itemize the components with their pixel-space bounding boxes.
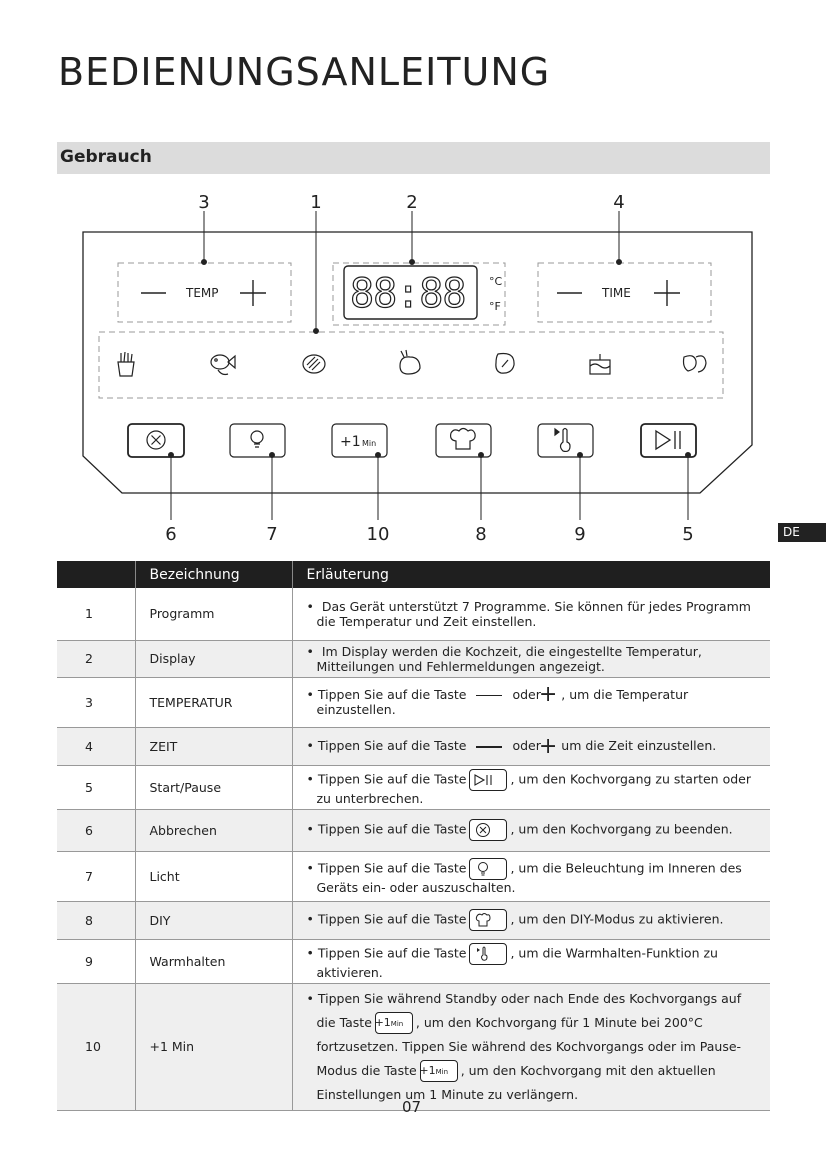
callout-bottom-10: 10 xyxy=(366,524,390,545)
row-description: • Tippen Sie auf die Taste , um die Warmhalten-Funktion zu aktivieren. xyxy=(292,939,770,983)
chicken-icon xyxy=(400,350,420,374)
row-name: Start/Pause xyxy=(135,765,292,809)
vegetable-icon xyxy=(496,353,514,373)
callout-bottom-5: 5 xyxy=(682,524,694,545)
row-name: Display xyxy=(135,640,292,677)
row-description: • Tippen Sie auf die Taste , um die Beleuchtung im Inneren des Geräts ein- oder auszuschalten. xyxy=(292,851,770,901)
cancel-key xyxy=(469,819,507,841)
row-description: • Tippen Sie auf die Taste , um den DIY-Modus zu aktivieren. xyxy=(292,901,770,939)
row-number: 7 xyxy=(57,851,135,901)
keep-warm-button[interactable] xyxy=(538,424,593,457)
table-row xyxy=(57,939,770,983)
table-header-row xyxy=(57,561,770,588)
callout-bottom-7: 7 xyxy=(266,524,278,545)
section-header xyxy=(57,142,770,174)
start-pause-key xyxy=(469,769,507,791)
table-row xyxy=(57,640,770,677)
row-description: • Tippen Sie auf die Taste oder + um die Zeit einzustellen. xyxy=(292,727,770,765)
time-plus-icon xyxy=(654,280,680,306)
row-name: DIY xyxy=(135,901,292,939)
control-panel-diagram xyxy=(0,180,826,550)
display-digits: 88:88 xyxy=(350,271,466,317)
diy-button[interactable] xyxy=(436,424,491,457)
table-row xyxy=(57,765,770,809)
keep-warm-key xyxy=(469,943,507,965)
callout-top-2: 2 xyxy=(406,192,418,213)
unit-celsius: °C xyxy=(489,275,503,288)
function-table xyxy=(57,561,770,1111)
row-number: 8 xyxy=(57,901,135,939)
plus-one-label: +1 xyxy=(340,434,361,450)
table-row xyxy=(57,588,770,640)
row-name: ZEIT xyxy=(135,727,292,765)
callout-top-1: 1 xyxy=(310,192,322,213)
unit-fahrenheit: °F xyxy=(489,300,501,313)
callout-bottom-6: 6 xyxy=(165,524,177,545)
row-number: 1 xyxy=(57,588,135,640)
header-name: Bezeichnung xyxy=(135,561,292,588)
row-number: 2 xyxy=(57,640,135,677)
wings-icon xyxy=(684,356,707,372)
callout-bottom-9: 9 xyxy=(574,524,586,545)
row-description: • Tippen Sie auf die Taste , um den Kochvorgang zu starten oder zu unterbrechen. xyxy=(292,765,770,809)
minus-icon xyxy=(476,695,502,697)
table-row xyxy=(57,851,770,901)
fries-icon xyxy=(118,352,134,376)
minus-icon xyxy=(476,746,502,748)
row-description: • Tippen Sie auf die Taste oder + , um die Temperatur einzustellen. xyxy=(292,677,770,727)
row-description: • Das Gerät unterstützt 7 Programme. Sie können für jedes Programm die Temperatur und Zeit einstellen. xyxy=(292,588,770,640)
row-number: 4 xyxy=(57,727,135,765)
row-name: TEMPERATUR xyxy=(135,677,292,727)
callout-bottom-8: 8 xyxy=(475,524,487,545)
fish-icon xyxy=(211,355,235,375)
temp-plus-icon xyxy=(240,280,266,306)
plus-icon: + xyxy=(538,733,558,759)
row-description: • Tippen Sie während Standby oder nach Ende des Kochvorgangs auf die Taste +1Min , um den Kochvorgang für 1 Minute bei 200°C fortzusetzen. Tippen Sie während des Kochvorgangs oder im Pause-Modus die Taste +1Min , um den Kochvorgang mit den aktuellen Einstellungen um 1 Minute zu verlängern. xyxy=(292,983,770,1110)
page-title: BEDIENUNGSANLEITUNG xyxy=(58,50,551,94)
language-tag: DE xyxy=(778,523,826,542)
min-label: Min xyxy=(362,439,377,448)
plus-one-min-button[interactable] xyxy=(332,424,387,457)
cake-icon xyxy=(590,354,610,374)
callout-top-4: 4 xyxy=(613,192,625,213)
header-number xyxy=(57,561,135,588)
cancel-button[interactable] xyxy=(128,424,184,457)
row-number: 10 xyxy=(57,983,135,1110)
diy-key xyxy=(469,909,507,931)
light-key xyxy=(469,858,507,880)
table-row xyxy=(57,901,770,939)
program-zone xyxy=(99,332,723,398)
plus-one-min-key: +1Min xyxy=(420,1060,458,1082)
header-description: Erläuterung xyxy=(292,561,770,588)
row-description: • Tippen Sie auf die Taste , um den Kochvorgang zu beenden. xyxy=(292,809,770,851)
temp-label: TEMP xyxy=(186,286,219,300)
table-row xyxy=(57,983,770,1110)
section-title: Gebrauch xyxy=(60,147,152,167)
row-name: Abbrechen xyxy=(135,809,292,851)
row-name: Programm xyxy=(135,588,292,640)
steak-icon xyxy=(303,355,325,373)
row-name: Licht xyxy=(135,851,292,901)
table-row xyxy=(57,677,770,727)
row-number: 9 xyxy=(57,939,135,983)
page-number: 07 xyxy=(402,1098,422,1116)
light-button[interactable] xyxy=(230,424,285,457)
row-description: • Im Display werden die Kochzeit, die eingestellte Temperatur, Mitteilungen und Fehlermeldungen angezeigt. xyxy=(292,640,770,677)
table-row xyxy=(57,809,770,851)
time-label: TIME xyxy=(602,286,631,300)
plus-icon: + xyxy=(538,682,558,708)
row-number: 6 xyxy=(57,809,135,851)
row-number: 3 xyxy=(57,677,135,727)
table-row xyxy=(57,727,770,765)
row-number: 5 xyxy=(57,765,135,809)
plus-one-min-key: +1Min xyxy=(375,1012,413,1034)
row-name: Warmhalten xyxy=(135,939,292,983)
callout-top-3: 3 xyxy=(198,192,210,213)
row-name: +1 Min xyxy=(135,983,292,1110)
